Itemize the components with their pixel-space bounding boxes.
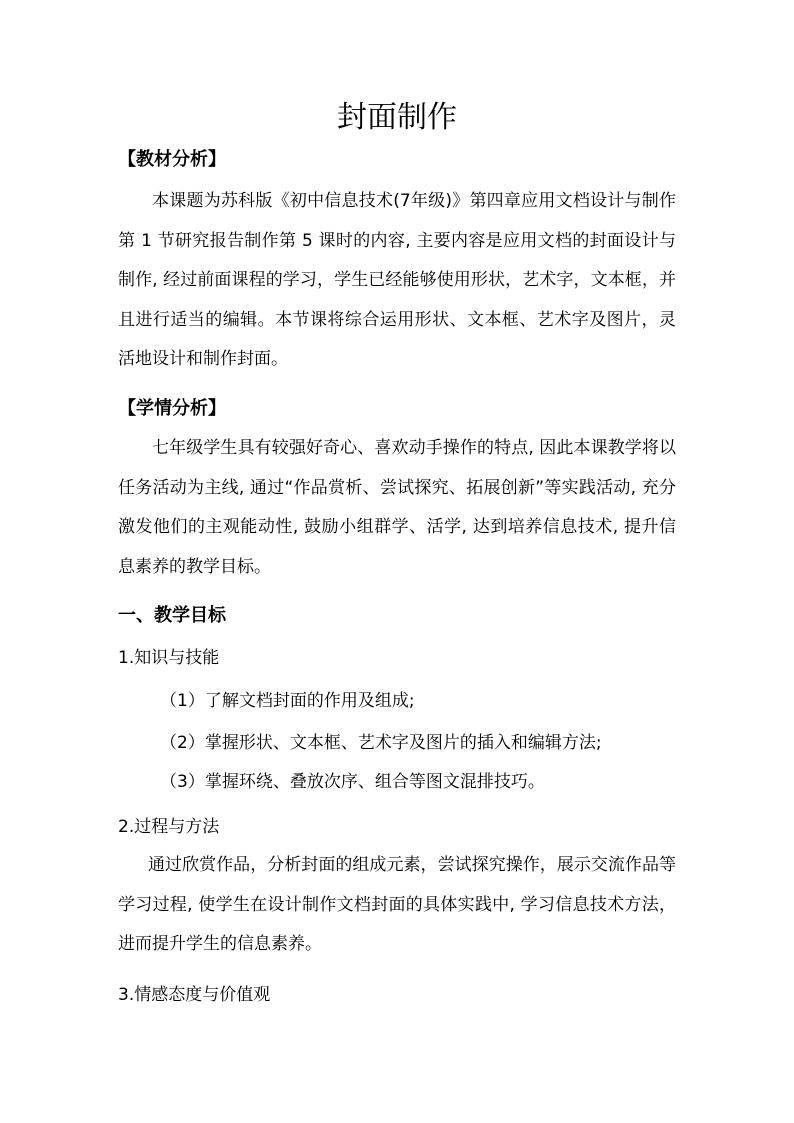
list-item-goal-1: （1）了解文档封面的作用及组成; xyxy=(160,691,415,711)
paragraph-textbook-analysis: 本课题为苏科版《初中信息技术(7年级)》第四章应用文档设计与制作第 1 节研究报告制作第 5 课时的内容, 主要内容是应用文档的封面设计与制作, 经过前面课程的学习，学生已经能够使用形状，艺术字，文本框，并且进行适当的编辑。本节课将综合运用形状、文本框、艺术字及图片，灵活地设计和制作封面。 xyxy=(118,191,676,369)
section-heading-teaching-goals: 一、教学目标 xyxy=(118,605,226,626)
page-title: 封面制作 xyxy=(337,100,457,135)
paragraph-process-methods: 通过欣赏作品，分析封面的组成元素，尝试探究操作，展示交流作品等学习过程, 使学生在设计制作文档封面的具体实践中, 学习信息技术方法，进而提升学生的信息素养。 xyxy=(118,855,676,954)
list-item-goal-3: （3）掌握环绕、叠放次序、组合等图文混排技巧。 xyxy=(160,772,545,792)
section-heading-student-analysis: 【学情分析】 xyxy=(118,398,226,419)
section-heading-textbook-analysis: 【教材分析】 xyxy=(118,149,226,170)
list-item-goal-2: （2）掌握形状、文本框、艺术字及图片的插入和编辑方法; xyxy=(160,733,602,753)
subheading-process-methods: 2.过程与方法 xyxy=(118,817,220,837)
subheading-emotion-values: 3.情感态度与价值观 xyxy=(118,985,271,1005)
paragraph-student-analysis: 七年级学生具有较强好奇心、喜欢动手操作的特点, 因此本课教学将以任务活动为主线, 通过“作品赏析、尝试探究、拓展创新”等实践活动, 充分激发他们的主观能动性, 鼓励小组群学、活学, 达到培养信息技术, 提升信息素养的教学目标。 xyxy=(118,438,676,577)
subheading-knowledge-skills: 1.知识与技能 xyxy=(118,648,220,668)
